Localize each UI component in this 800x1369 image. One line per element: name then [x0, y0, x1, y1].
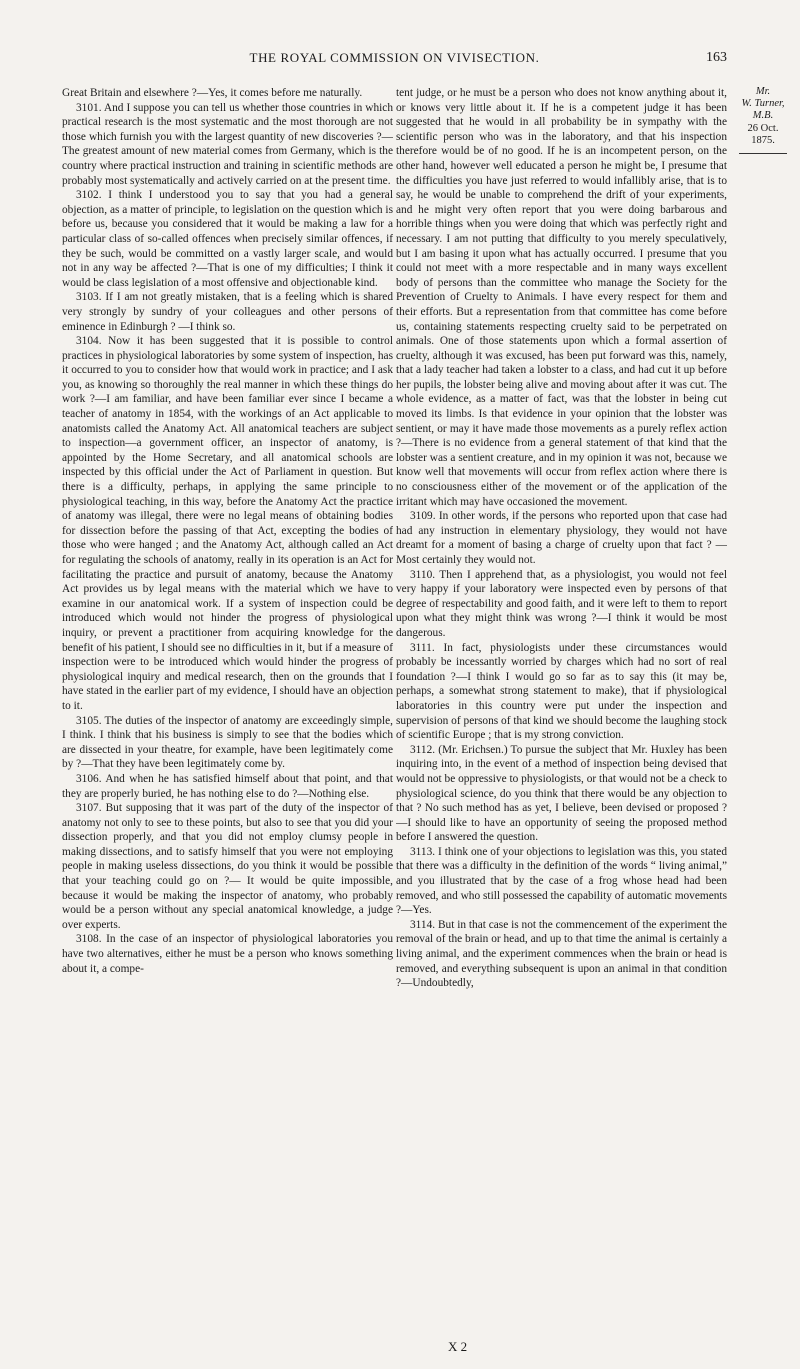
- paragraph: 3113. I think one of your objections to legislation was this, you stated that there was a difficulty in the definition of the words “ living animal,” and you illustrated that by the case of a frog whose head had been removed, and who still possessed the capability of automatic movements ?—Yes.: [396, 845, 727, 917]
- margin-note: [735, 86, 791, 154]
- paragraph: 3104. Now it has been suggested that it is possible to control practices in physiological laboratories by some system of inspection, has it occurred to you to consider how that would work in practice; and I ask you, as knowing so thoroughly the real manner in which these things do work ?—I am familiar, and have been familiar ever since I became a teacher of anatomy in 1854, with the workings of an Act applicable to anatomists called the Anatomy Act. All anatomical teachers are subject to inspection—a government officer, an inspector of anatomy, is appointed by the Home Secretary, and all anatomical schools are inspected by this official under the Act of Parliament in question. But there is a difficulty, perhaps, in applying the same principle to physiological teaching, in this way, before the Anatomy Act the practice of anatomy was illegal, there were no legal means of obtaining bodies for dissection before the passing of that Act, excepting the bodies of those who were hanged ; and the Anatomy Act, although called an Act for regulating the schools of anatomy, really in its operation is an Act for facilitating the practice and pursuit of anatomy, because the Anatomy Act provides us by legal means with the material which we have to examine in our anatomical work. If a system of inspection could be introduced which would not hinder the progress of physiological inquiry, or prevent a practitioner from acquiring knowledge for the benefit of his patient, I should see no difficulties in it, but if a measure of inspection were to be introduced which would hinder the progress of physiological inquiry and medical research, then on the grounds that I have stated in the earlier part of my evidence, I should have an objection to it.: [62, 335, 393, 712]
- paragraph: 3103. If I am not greatly mistaken, that is a feeling which is shared very strongly by sundry of your colleagues and other persons of eminence in Edinburgh ? —I think so.: [62, 291, 393, 333]
- paragraph: 3101. And I suppose you can tell us whether those countries in which practical research is the most systematic and the most thorough are not those which furnish you with the largest quantity of new discoveries ?—The greatest amount of new material comes from Germany, which is the country where practical instruction and training in scientific methods are probably most systematically and actively carried on at the present time.: [62, 101, 393, 187]
- paragraph: 3107. But supposing that it was part of the duty of the inspector of anatomy not only to see to these points, but also to see that you did your dissection properly, and that you did not employ clumsy people in making dissections, and to satisfy himself that you were not employing people in making useless dissections, do you think it would be possible that your teaching could go on ?— It would be quite impossible, because it would be making the inspector of anatomy, who probably would be a person without any special anatomical knowledge, a judge over experts.: [62, 802, 393, 931]
- paragraph: tent judge, or he must be a person who does not know anything about it, or knows very little about it. If he is a competent judge it has been suggested that he would in all probability be in sympathy with the scientific person who was in the laboratory, and that his inspection therefore would be of no good. If he is an incompetent person, on the other hand, however well educated a person he might be, I presume that the difficulties you have just referred to would infallibly arise, that is to say, he would be unable to comprehend the drift of your experiments, and he might very often report that you were doing barbarous and horrible things when you were doing that which was perfectly right and necessary. I am not putting that difficulty to you merely speculatively, but I am basing it upon what has actually occurred. I presume that you could not meet with a more respectable and in many ways excellent body of persons than the committee who manage the Society for the Prevention of Cruelty to Animals. I have every respect for them and their efforts. But a representation from that committee has come before us, containing statements respecting cruelty said to be perpetrated on animals. One of those statements upon which a formal assertion of cruelty, although it was excused, has been put forward was this, namely, that a lady teacher had taken a lobster to a class, and had cut it up before her pupils, the lobster being alive and moving about after it was cut. The whole evidence, as a matter of fact, was that the lobster in being cut moved its limbs. Is that evidence in your opinion that the lobster was sentient, or may it have made those movements as a purely reflex action ?—There is no evidence from a general statement of that kind that the lobster was a sentient creature, and in my opinion it was not, because we know well that movements will occur from reflex action where there is no consciousness either of the movement or of the application of the irritant which may have occasioned the movement.: [396, 87, 727, 508]
- paragraph: 3105. The duties of the inspector of anatomy are exceedingly simple, I think. I think that his business is simply to see that the bodies which are dissected in your theatre, for example, have been legitimately come by ?—That they have been legitimately come by.: [62, 714, 393, 771]
- session-date: 26 Oct. 1875.: [747, 123, 779, 146]
- left-column: [62, 86, 393, 1336]
- page-number: 163: [706, 50, 727, 65]
- paragraph: 3106. And when he has satisfied himself about that point, and that they are properly buried, he has nothing else to do ?—Nothing else.: [62, 772, 393, 800]
- witness-name-line1: Mr.: [755, 86, 771, 97]
- paragraph: 3109. In other words, if the persons who reported upon that case had had any instruction in elementary physiology, they would not have dreamt for a moment of basing a charge of cruelty upon that fact ? —Most certainly they would not.: [396, 510, 727, 566]
- paragraph: 3102. I think I understood you to say that you had a general objection, as a matter of principle, to legislation on the question which is before us, because you considered that it would be making a law for a particular class of so-called offences when precisely similar offences, if they be such, would be committed on a vastly larger scale, and would not in any way be affected ?—That is one of my difficulties; I think it would be class legislation of a most offensive and objectionable kind.: [62, 189, 393, 289]
- paragraph: 3111. In fact, physiologists under these circumstances would probably be incessantly worried by charges which had no sort of real foundation ?—I think I would go so far as to say this (it may be, perhaps, a somewhat strong statement to make), that if physiological laboratories in this country were put under the inspection and supervision of persons of that kind we should become the laughing stock of scientific Europe ; that is my strong conviction.: [396, 641, 727, 742]
- witness-name-line3: M.B.: [752, 110, 774, 121]
- paragraph: 3112. (Mr. Erichsen.) To pursue the subject that Mr. Huxley has been inquiring into, in the event of a method of inspection being devised that would not be oppressive to physiologists, or that would not be a check to physiological science, do you think that there would be any objection to that ? No such method has as yet, I believe, been devised or proposed ?—I should like to have an opportunity of seeing the proposed method before I answered the question.: [396, 743, 727, 844]
- margin-rule: [739, 153, 787, 154]
- printer-signature: X 2: [448, 1339, 468, 1354]
- right-column: [396, 86, 727, 1336]
- running-title: THE ROYAL COMMISSION ON VIVISECTION.: [249, 50, 540, 65]
- paragraph: Great Britain and elsewhere ?—Yes, it comes before me naturally.: [62, 87, 363, 99]
- paragraph: 3108. In the case of an inspector of physiological laboratories you have two alternatives, either he must be a person who knows something about it, a compe-: [62, 933, 393, 975]
- witness-name-line2: W. Turner,: [741, 98, 785, 109]
- running-header: [62, 50, 727, 70]
- paragraph: 3110. Then I apprehend that, as a physiologist, you would not feel very happy if your laboratory were inspected even by persons of that degree of respectability and good faith, and it were left to them to report upon what they might think was wrong ?—I think it would be most dangerous.: [396, 568, 727, 639]
- paragraph: 3114. But in that case is not the commencement of the experiment the removal of the brain or head, and up to that time the animal is certainly a living animal, and the experiment commences when the brain or head is removed, and everything subsequent is upon an animal in that condition ?—Undoubtedly,: [396, 918, 727, 990]
